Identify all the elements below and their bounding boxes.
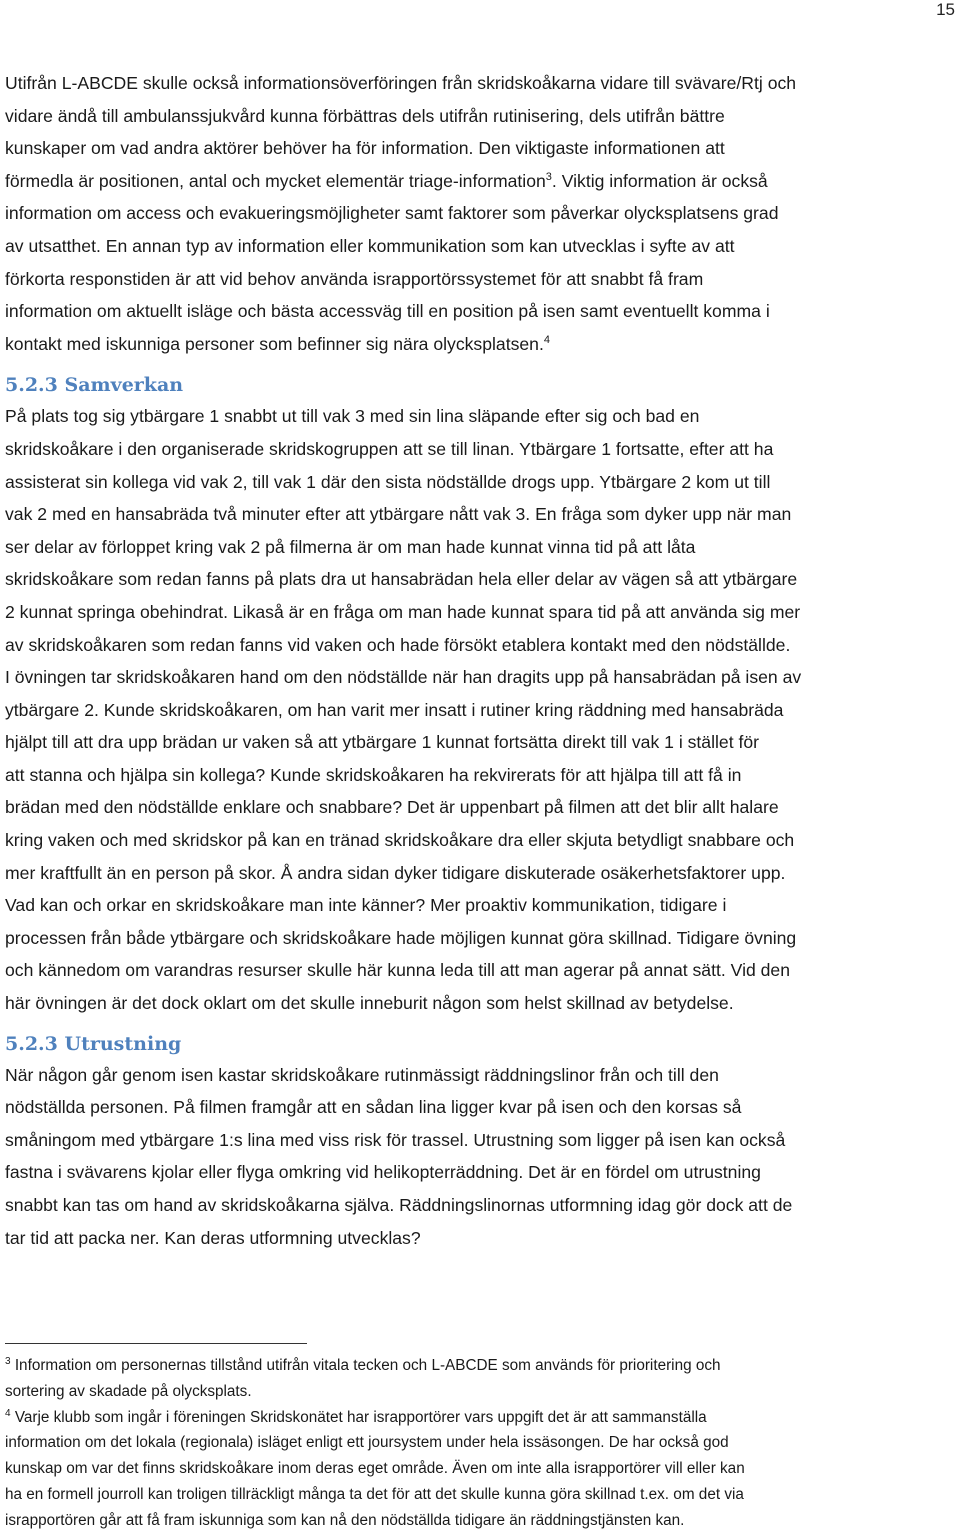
text-segment: . Viktig information är också bbox=[551, 170, 768, 191]
section-title: Samverkan bbox=[64, 374, 184, 397]
document-body bbox=[5, 67, 957, 1254]
footnote-line: israpportören går att få fram iskunniga som kan nå den nödställda tidigare än räddningstjänsten kan. bbox=[5, 1511, 685, 1529]
text-line: snabbt kan tas om hand av skridskoåkarna själva. Räddningslinornas utformning idag gör dock att de bbox=[5, 1195, 793, 1215]
text-line: På plats tog sig ytbärgare 1 snabbt ut till vak 3 med sin lina släpande efter sig och bad en bbox=[5, 406, 700, 427]
text-segment: kontakt med iskunniga personer som befinner sig nära olycksplatsen. bbox=[5, 333, 544, 354]
footnotes bbox=[5, 1343, 957, 1534]
paragraph-information-transfer bbox=[5, 67, 957, 360]
text-line: fastna i svävarens kjolar eller flyga omkring vid helikopterräddning. Det är en fördel om utrustning bbox=[5, 1162, 761, 1183]
footnote-ref-3: 3 bbox=[545, 170, 552, 183]
section-heading-samverkan bbox=[5, 373, 957, 397]
text-line: skridskoåkare som redan fanns på plats dra ut hansabrädan hela eller delar av vägen så att ytbärgare bbox=[5, 569, 798, 590]
text-line: tar tid att packa ner. Kan deras utformning utvecklas? bbox=[5, 1227, 421, 1248]
text-line: brädan med den nödställde enklare och snabbare? Det är uppenbart på filmen att det blir allt halare bbox=[5, 797, 779, 818]
footnote-marker: 4 bbox=[5, 1407, 11, 1419]
text-line: av skridskoåkaren som redan fanns vid vaken och hade försökt etablera kontakt med den nödställde. bbox=[5, 634, 791, 655]
footnote-separator bbox=[5, 1343, 307, 1344]
text-segment: förmedla är positionen, antal och mycket elementär triage-information bbox=[5, 170, 546, 191]
text-line: kring vaken och med skridskor på kan en tränad skridskoåkare dra eller skjuta betydligt snabbare och bbox=[5, 830, 795, 851]
text-line: vidare ändå till ambulanssjukvård kunna förbättras dels utifrån rutinisering, dels utifrån bättre bbox=[5, 105, 725, 126]
footnote-line: sortering av skadade på olycksplats. bbox=[5, 1382, 252, 1400]
text-line: processen från både ytbärgare och skridskoåkare hade möjligen kunnat göra skillnad. Tidigare övning bbox=[5, 927, 797, 948]
text-line: skridskoåkare i den organiserade skridskogruppen att se till linan. Ytbärgare 1 fortsatte, efter att ha bbox=[5, 438, 774, 459]
footnote-line bbox=[5, 1405, 957, 1431]
text-line: mer kraftfullt än en person på skor. Å andra sidan dyker tidigare diskuterade osäkerhetsfaktorer upp. bbox=[5, 862, 786, 883]
footnote-3 bbox=[5, 1353, 957, 1405]
text-line: nödställda personen. På filmen framgår att en sådan lina ligger kvar på isen och den korsas så bbox=[5, 1097, 742, 1118]
text-line: förkorta responstiden är att vid behov använda israpportörssystemet för att snabbt få fram bbox=[5, 268, 704, 289]
footnote-line: kunskap om var det finns skridskoåkare inom deras eget område. Även om inte alla israpportörer vill eller kan bbox=[5, 1460, 745, 1478]
text-line: att stanna och hjälpa sin kollega? Kunde skridskoåkaren ha rekvirerats för att hjälpa till att få in bbox=[5, 764, 742, 785]
text-line: Utifrån L-ABCDE skulle också informationsöverföringen från skridskoåkarna vidare till svävare/Rtj och bbox=[5, 73, 797, 93]
footnote-ref-4: 4 bbox=[543, 333, 550, 346]
text-line: ytbärgare 2. Kunde skridskoåkaren, om han varit mer insatt i rutiner kring räddning med hansabräda bbox=[5, 699, 784, 720]
text-line: här övningen är det dock oklart om det skulle inneburit någon som helst skillnad av betydelse. bbox=[5, 993, 734, 1014]
text-line: kunskaper om vad andra aktörer behöver ha för information. Den viktigaste informationen att bbox=[5, 138, 725, 159]
footnote-4 bbox=[5, 1405, 957, 1534]
section-number: 5.2.3 bbox=[5, 1032, 58, 1055]
section-number: 5.2.3 bbox=[5, 374, 58, 397]
footnote-text: Varje klubb som ingår i föreningen Skridskonätet har israpportörer vars uppgift det är att sammanställa bbox=[14, 1408, 707, 1426]
text-line bbox=[5, 328, 957, 361]
text-line: information om access och evakueringsmöjligheter samt faktorer som påverkar olycksplatsens grad bbox=[5, 203, 779, 224]
section-title: Utrustning bbox=[64, 1032, 182, 1055]
footnote-line: ha en formell jourroll kan troligen tillräckligt många ta det för att det skulle kunna göra skillnad t.ex. om det via bbox=[5, 1485, 744, 1503]
section-heading-utrustning bbox=[5, 1032, 957, 1056]
paragraph-samverkan bbox=[5, 400, 957, 1019]
text-line: av utsatthet. En annan typ av information eller kommunikation som kan utvecklas i syfte av att bbox=[5, 235, 735, 256]
text-line: Vad kan och orkar en skridskoåkare man inte känner? Mer proaktiv kommunikation, tidigare i bbox=[5, 895, 727, 916]
text-line: 2 kunnat springa obehindrat. Likaså är en fråga om man hade kunnat spara tid på att använda sig mer bbox=[5, 601, 801, 622]
page-number: 15 bbox=[936, 0, 955, 19]
paragraph-utrustning bbox=[5, 1059, 957, 1255]
footnote-line bbox=[5, 1353, 957, 1379]
text-line bbox=[5, 165, 957, 198]
text-line: och kännedom om varandras resurser skulle här kunna leda till att man agerar på annat sätt. Vid den bbox=[5, 960, 791, 981]
footnote-line: information om det lokala (regionala) isläget enligt ett joursystem under hela issäsongen. De har också god bbox=[5, 1434, 729, 1452]
text-line: ser delar av förloppet kring vak 2 på filmerna är om man hade kunnat vinna tid på att låta bbox=[5, 536, 696, 557]
text-line: vak 2 med en hansabräda två minuter efter att ytbärgare nått vak 3. En fråga som dyker upp när man bbox=[5, 504, 792, 525]
text-line: hjälpt till att dra upp brädan ur vaken så att ytbärgare 1 kunnat fortsätta direkt till vak 1 i stället för bbox=[5, 732, 759, 753]
footnote-text: Information om personernas tillstånd utifrån vitala tecken och L-ABCDE som används för prioritering och bbox=[14, 1357, 721, 1374]
text-line: assisterat sin kollega vid vak 2, till vak 1 där den sista nödställde drogs upp. Ytbärgare 2 kom ut till bbox=[5, 471, 771, 492]
text-line: småningom med ytbärgare 1:s lina med viss risk för trassel. Utrustning som ligger på isen kan också bbox=[5, 1129, 786, 1150]
text-line: I övningen tar skridskoåkaren hand om den nödställde när han dragits upp på hansabrädan på isen av bbox=[5, 667, 802, 688]
text-line: information om aktuellt isläge och bästa accessväg till en position på isen samt eventuellt komma i bbox=[5, 301, 770, 322]
footnote-marker: 3 bbox=[5, 1355, 11, 1367]
text-line: När någon går genom isen kastar skridskoåkare rutinmässigt räddningslinor från och till den bbox=[5, 1064, 719, 1085]
